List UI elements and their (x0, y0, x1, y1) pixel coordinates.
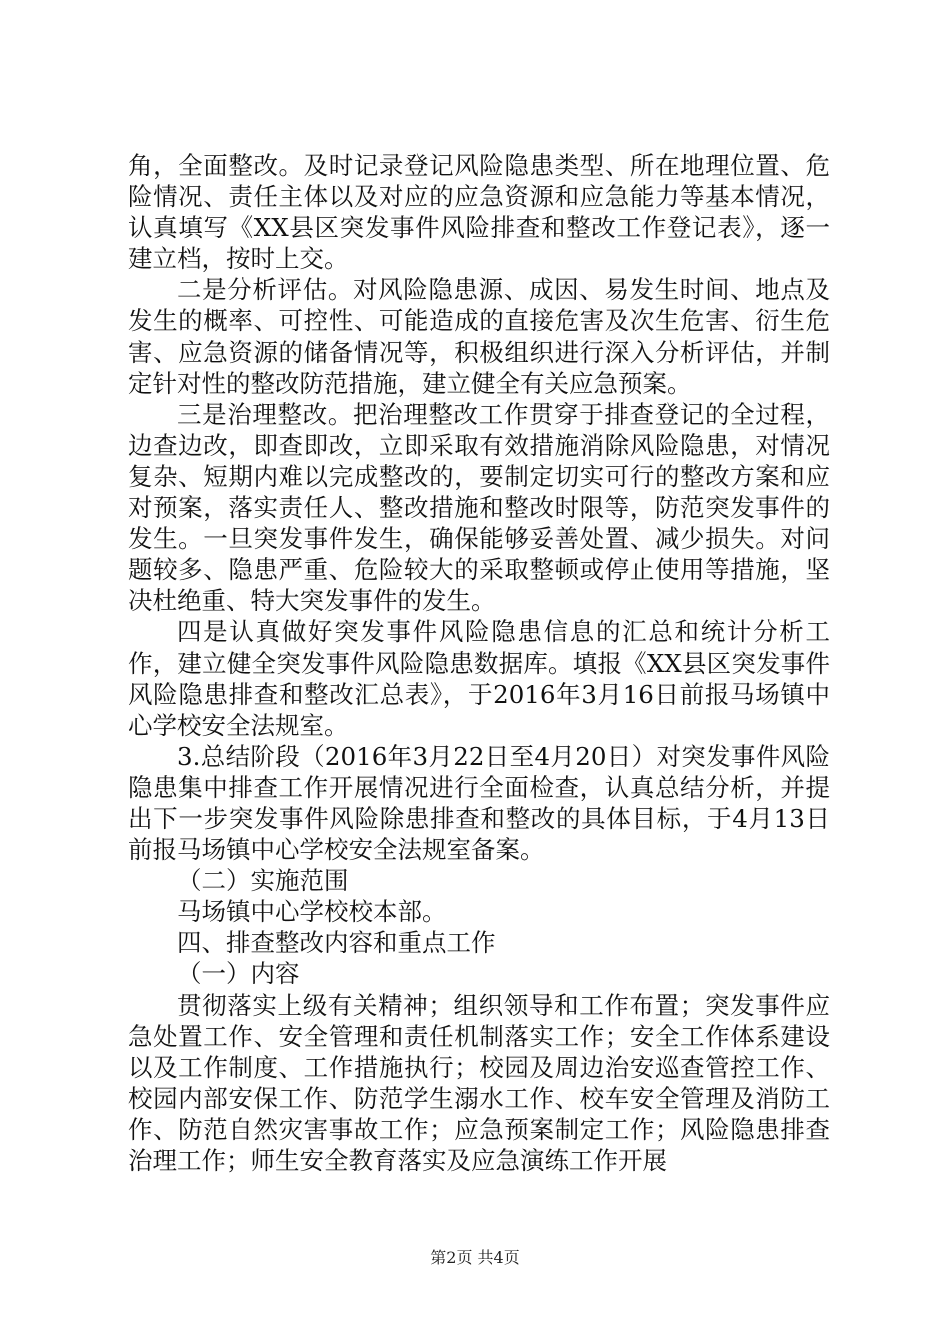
section-heading-content: 四、排查整改内容和重点工作 (177, 928, 496, 958)
paragraph-scope: 马场镇中心学校校本部。 (177, 897, 447, 927)
document-body (128, 150, 830, 1176)
paragraph-3: 三是治理整改。把治理整改工作贯穿于排查登记的全过程，边查边改，即查即改，立即采取有效措施消除风险隐患，对情况复杂、短期内难以完成整改的，要制定切实可行的整改方案和应对预案，落实责任人、整改措施和整改时限等，防范突发事件的发生。一旦突发事件发生，确保能够妥善处置、减少损失。对问题较多、隐患严重、危险较大的采取整顿或停止使用等措施，坚决杜绝重、特大突发事件的发生。 (128, 399, 830, 616)
section-heading-scope: （二）实施范围 (177, 866, 349, 896)
paragraph-4: 四是认真做好突发事件风险隐患信息的汇总和统计分析工作，建立健全突发事件风险隐患数据库。填报《XX县区突发事件风险隐患排查和整改汇总表》，于2016年3月16日前报马场镇中心学校安全法规室。 (128, 617, 830, 740)
page-number-footer: 第2页 共4页 (430, 1248, 520, 1267)
paragraph-1: 角，全面整改。及时记录登记风险隐患类型、所在地理位置、危险情况、责任主体以及对应的应急资源和应急能力等基本情况，认真填写《XX县区突发事件风险排查和整改工作登记表》，逐一建立档，按时上交。 (128, 151, 830, 274)
paragraph-content: 贯彻落实上级有关精神；组织领导和工作布置；突发事件应急处置工作、安全管理和责任机制落实工作；安全工作体系建设以及工作制度、工作措施执行；校园及周边治安巡查管控工作、校园内部安保工作、防范学生溺水工作、校车安全管理及消防工作、防范自然灾害事故工作；应急预案制定工作；风险隐患排查治理工作；师生安全教育落实及应急演练工作开展 (128, 990, 830, 1175)
subsection-heading-content: （一）内容 (177, 959, 300, 989)
paragraph-2: 二是分析评估。对风险隐患源、成因、易发生时间、地点及发生的概率、可控性、可能造成的直接危害及次生危害、衍生危害、应急资源的储备情况等，积极组织进行深入分析评估，并制定针对性的整改防范措施，建立健全有关应急预案。 (128, 275, 830, 398)
paragraph-5: 3.总结阶段（2016年3月22日至4月20日）对突发事件风险隐患集中排查工作开展情况进行全面检查，认真总结分析，并提出下一步突发事件风险除患排查和整改的具体目标，于4月13日前报马场镇中心学校安全法规室备案。 (128, 741, 830, 865)
